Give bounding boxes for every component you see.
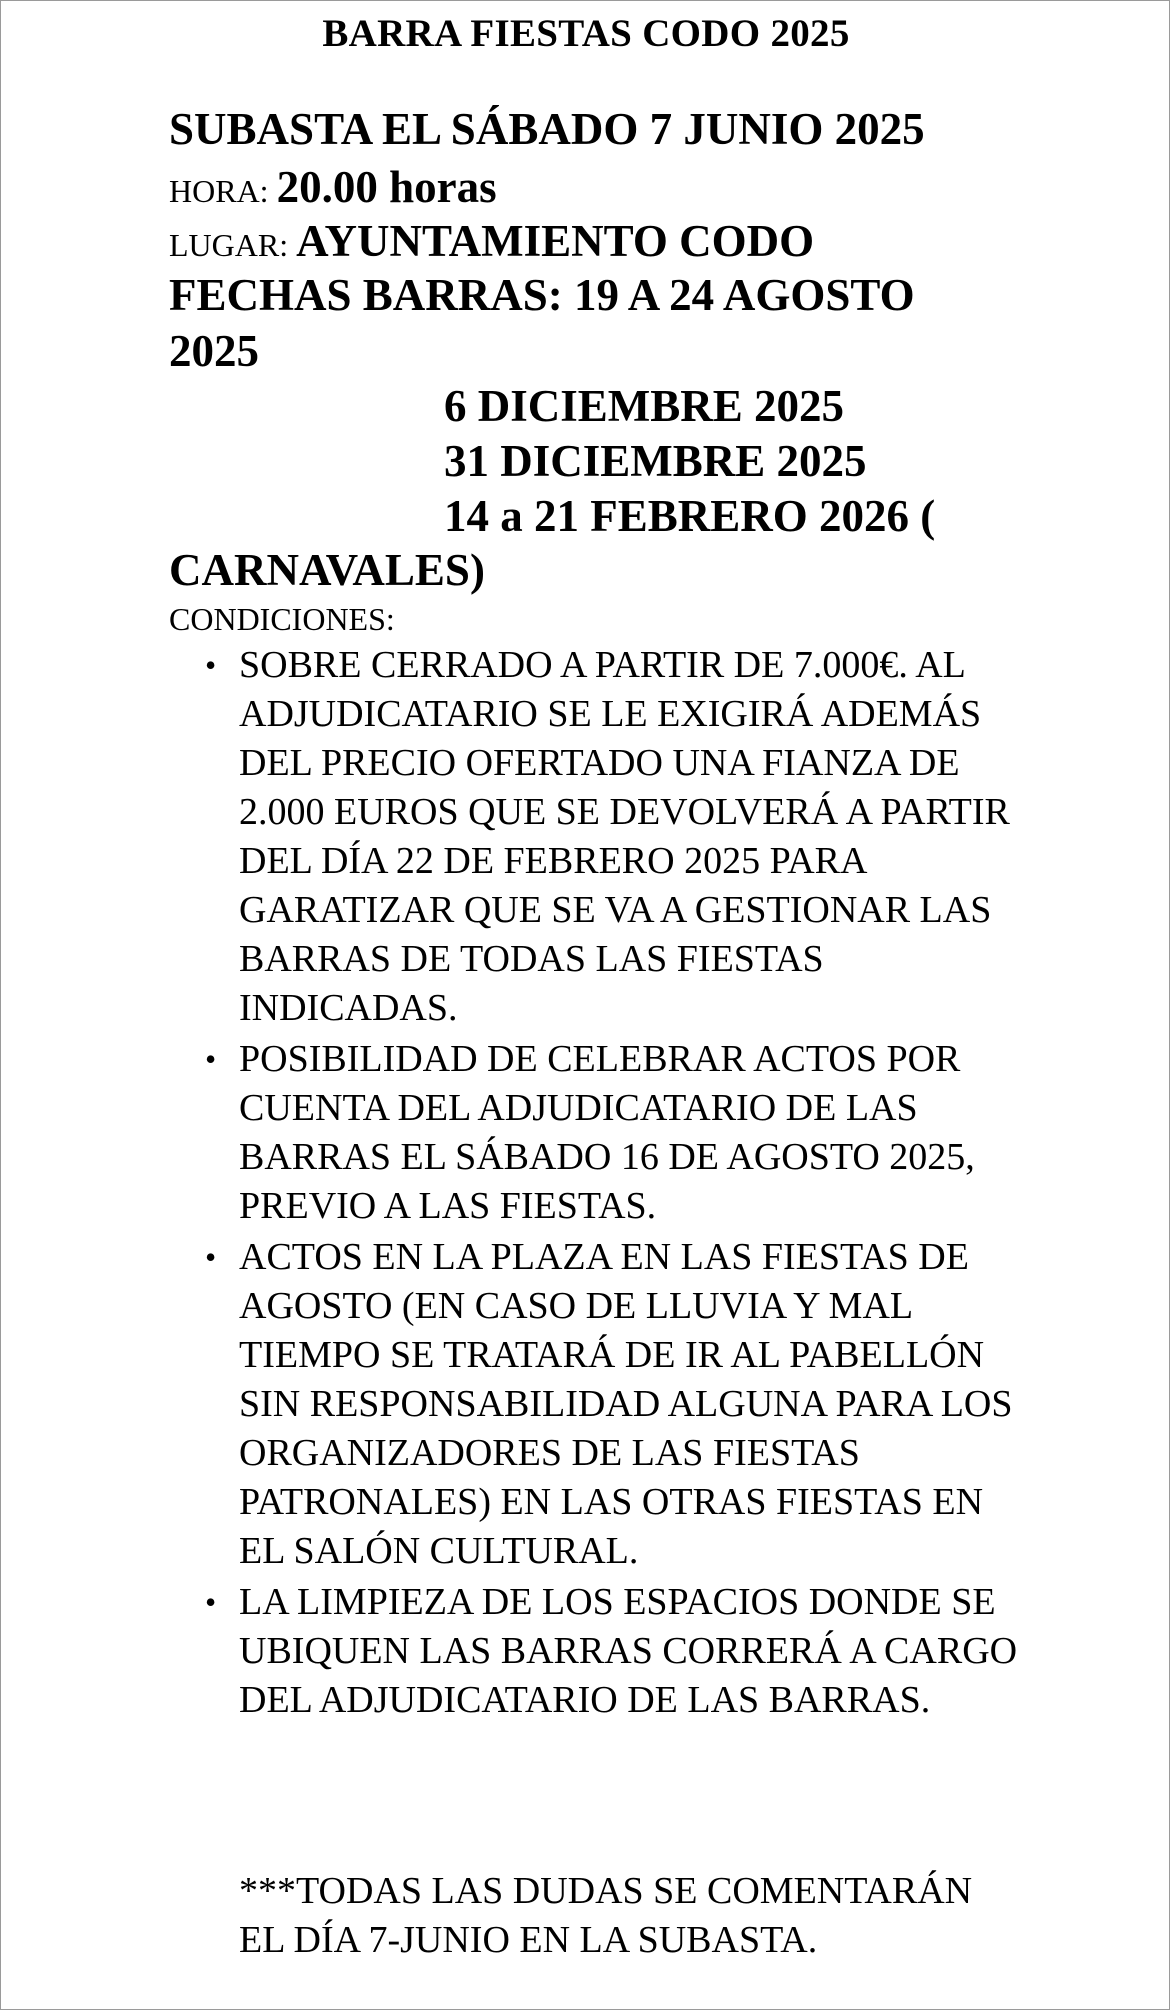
conditions-label: CONDICIONES: (169, 601, 395, 637)
bullet-icon: • (205, 647, 217, 683)
document-title: BARRA FIESTAS CODO 2025 (322, 12, 850, 55)
carnival-label: CARNAVALES) (169, 545, 485, 595)
auction-date-heading: SUBASTA EL SÁBADO 7 JUNIO 2025 (169, 104, 925, 154)
condition-text: LA LIMPIEZA DE LOS ESPACIOS DONDE SE UBIQUEN LAS BARRAS CORRERÁ A CARGO DEL ADJUDICATARIO DE LAS BARRAS. (239, 1581, 1018, 1721)
condition-item (201, 1233, 1021, 1576)
bullet-icon: • (205, 1584, 217, 1620)
auction-place-line (169, 213, 814, 273)
doubts-note: ***TODAS LAS DUDAS SE COMENTARÁN EL DÍA 7-JUNIO EN LA SUBASTA. (239, 1870, 973, 1961)
condition-text: POSIBILIDAD DE CELEBRAR ACTOS POR CUENTA DEL ADJUDICATARIO DE LAS BARRAS EL SÁBADO 16 DE AGOSTO 2025, PREVIO A LAS FIESTAS. (239, 1038, 975, 1227)
conditions-list (201, 641, 1021, 1727)
condition-text: SOBRE CERRADO A PARTIR DE 7.000€. AL ADJUDICATARIO SE LE EXIGIRÁ ADEMÁS DEL PRECIO OFERTADO UNA FIANZA DE 2.000 EUROS QUE SE DEVOLVERÁ A PARTIR DEL DÍA 22 DE FEBRERO 2025 PARA GARATIZAR QUE SE VA A GESTIONAR LAS BARRAS DE TODAS LAS FIESTAS INDICADAS. (239, 644, 1010, 1029)
bar-dates-heading: FECHAS BARRAS: 19 A 24 AGOSTO 2025 (169, 270, 915, 376)
place-label: LUGAR: (169, 227, 297, 263)
auction-time-line (169, 159, 497, 219)
condition-item (201, 1035, 1021, 1231)
bar-date-february: 14 a 21 FEBRERO 2026 ( (444, 491, 936, 541)
condition-text: ACTOS EN LA PLAZA EN LAS FIESTAS DE AGOSTO (EN CASO DE LLUVIA Y MAL TIEMPO SE TRATARÁ DE IR AL PABELLÓN SIN RESPONSABILIDAD ALGUNA PARA LOS ORGANIZADORES DE LAS FIESTAS PATRONALES) EN LAS OTRAS FIESTAS EN EL SALÓN CULTURAL. (239, 1236, 1013, 1572)
bullet-icon: • (205, 1041, 217, 1077)
bar-date-december-31: 31 DICIEMBRE 2025 (444, 436, 867, 486)
bar-date-december-6: 6 DICIEMBRE 2025 (444, 381, 845, 431)
place-value: AYUNTAMIENTO CODO (296, 216, 815, 266)
time-value: 20.00 horas (276, 162, 497, 212)
time-label: HORA: (169, 173, 277, 209)
condition-item (201, 641, 1021, 1033)
bullet-icon: • (205, 1239, 217, 1275)
condition-item (201, 1578, 1021, 1725)
